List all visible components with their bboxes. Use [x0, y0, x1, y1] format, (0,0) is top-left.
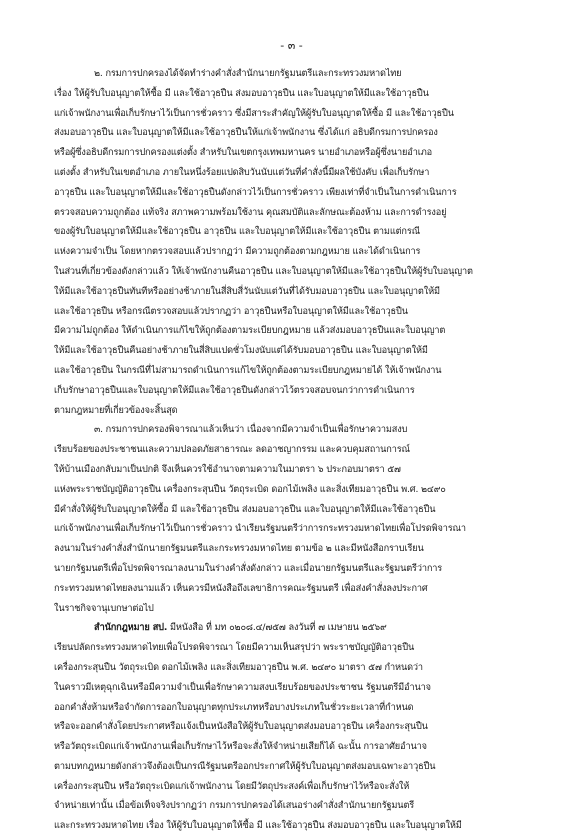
- text-line: ตามบทกฎหมายดังกล่าวจึงต้องเป็นกรณีรัฐมนตรีออกประกาศให้ผู้รับใบอนุญาตส่งมอบเฉพาะอาวุธปืน: [54, 760, 436, 772]
- text-line: และใช้อาวุธปืน ในกรณีที่ไม่สามารถดำเนินการแก้ไขให้ถูกต้องตามระเบียบกฎหมายได้ ให้เจ้าพนักงาน: [54, 364, 442, 376]
- paragraph-3: [54, 420, 549, 618]
- text-line: ตามกฎหมายที่เกี่ยวข้องจะสิ้นสุด: [54, 404, 178, 416]
- text-line: ให้มีและใช้อาวุธปืนคืนอย่างช้าภายในสี่สิบแปดชั่วโมงนับแต่ได้รับมอบอาวุธปืน และใบอนุญาตให้มี: [54, 345, 428, 357]
- text-line: ให้บ้านเมืองกลับมาเป็นปกติ จึงเห็นควรใช้อำนาจตามความในมาตรา ๖ ประกอบมาตรา ๕๗: [54, 463, 401, 475]
- document-body: [54, 64, 549, 836]
- text-line: ของผู้รับใบอนุญาตให้มีและใช้อาวุธปืน อาวุธปืน และใบอนุญาตให้มีและใช้อาวุธปืน ตามแต่กรณี: [54, 226, 420, 238]
- text-line: หรือวัตถุระเบิดแก่เจ้าพนักงานเพื่อเก็บรักษาไว้หรือจะสั่งให้จำหน่ายเสียก็ได้ ฉะนั้น การอาศัยอำนาจ: [54, 741, 427, 753]
- text-line: แห่งพระราชบัญญัติอาวุธปืน เครื่องกระสุนปืน วัตถุระเบิด ดอกไม้เพลิง และสิ่งเทียมอาวุธปืน พ.ศ. ๒๔๙๐: [54, 483, 446, 495]
- text-line: หรือจะออกคำสั่งโดยประกาศหรือแจ้งเป็นหนังสือให้ผู้รับใบอนุญาตส่งมอบอาวุธปืน เครื่องกระสุนปืน: [54, 721, 428, 733]
- text-line: ในคราวมีเหตุฉุกเฉินหรือมีความจำเป็นเพื่อรักษาความสงบเรียบร้อยของประชาชน รัฐมนตรีมีอำนาจ: [54, 681, 431, 693]
- text-line: เก็บรักษาอาวุธปืนและใบอนุญาตให้มีและใช้อาวุธปืนดังกล่าวไว้ตรวจสอบจนกว่าการดำเนินการ: [54, 384, 415, 396]
- text-line: ส่งมอบอาวุธปืน และใบอนุญาตให้มีและใช้อาวุธปืนให้แก่เจ้าพนักงาน ซึ่งได้แก่ อธิบดีกรมการปกครอง: [54, 127, 438, 139]
- paragraph-4: [54, 618, 549, 836]
- text-line: และใช้อาวุธปืน หรือกรณีตรวจสอบแล้วปรากฏว่า อาวุธปืนหรือใบอนุญาตให้มีและใช้อาวุธปืน: [54, 305, 408, 317]
- text-line: แห่งความจำเป็น โดยหากตรวจสอบแล้วปรากฏว่า มีความถูกต้องตามกฎหมาย และได้ดำเนินการ: [54, 246, 421, 258]
- text-line: และกระทรวงมหาดไทย เรื่อง ให้ผู้รับใบอนุญาตให้ซื้อ มี และใช้อาวุธปืน ส่งมอบอาวุธปืน และใบอนุญาตให้มี: [54, 820, 462, 832]
- text-line: แก่เจ้าพนักงานเพื่อเก็บรักษาไว้เป็นการชั่วคราว นำเรียนรัฐมนตรีว่าการกระทรวงมหาดไทยเพื่อโปรดพิจารณา: [54, 523, 466, 535]
- text-line: กระทรวงมหาดไทยลงนามแล้ว เห็นควรมีหนังสือถึงเลขาธิการคณะรัฐมนตรี เพื่อส่งคำสั่งลงประกาศ: [54, 582, 428, 594]
- text-line: ๒. กรมการปกครองได้จัดทำร่างคำสั่งสำนักนายกรัฐมนตรีและกระทรวงมหาดไทย: [94, 68, 402, 79]
- text-line: ๓. กรมการปกครองพิจารณาแล้วเห็นว่า เนื่องจากมีความจำเป็นเพื่อรักษาความสงบ: [94, 424, 408, 436]
- text-line: ตรวจสอบความถูกต้อง แท้จริง สภาพความพร้อมใช้งาน คุณสมบัติและลักษณะต้องห้าม และการดำรงอยู่: [54, 206, 447, 218]
- text-line: เรื่อง ให้ผู้รับใบอนุญาตให้ซื้อ มี และใช้อาวุธปืน ส่งมอบอาวุธปืน และใบอนุญาตให้มีและใช้อาวุธปืน: [54, 87, 429, 99]
- paragraph-lead-rest: มีหนังสือ ที่ มท ๐๒๐๘.๔/๗๕๗ ลงวันที่ ๗ เมษายน ๒๕๖๙: [167, 622, 387, 634]
- text-line: อาวุธปืน และใบอนุญาตให้มีและใช้อาวุธปืนดังกล่าวไว้เป็นการชั่วคราว เพียงเท่าที่จำเป็นในการดำเนินการ: [54, 186, 457, 198]
- text-line: ให้มีและใช้อาวุธปืนทันทีหรืออย่างช้าภายในสี่สิบสี่วันนับแต่วันที่ได้รับมอบอาวุธปืน และใบอนุญาตให้มี: [54, 285, 440, 297]
- text-line: ในราชกิจจานุเบกษาต่อไป: [54, 602, 154, 614]
- paragraph-lead-line: [54, 618, 549, 638]
- paragraph-lead-bold: สำนักกฎหมาย สป.: [94, 622, 168, 634]
- text-line: เครื่องกระสุนปืน หรือวัตถุระเบิดแก่เจ้าพนักงาน โดยมีวัตถุประสงค์เพื่อเก็บรักษาไว้หรือจะสั่งให้: [54, 780, 410, 792]
- page-number: - ๓ -: [280, 39, 303, 52]
- text-line: เรียบร้อยของประชาชนและความปลอดภัยสาธารณะ ลดอาชญากรรม และควบคุมสถานการณ์: [54, 444, 410, 456]
- text-line: ลงนามในร่างคำสั่งสำนักนายกรัฐมนตรีและกระทรวงมหาดไทย ตามข้อ ๒ และมีหนังสือกราบเรียน: [54, 543, 424, 555]
- text-line: แต่งตั้ง สำหรับในเขตอำเภอ ภายในหนึ่งร้อยแปดสิบวันนับแต่วันที่คำสั่งนี้มีผลใช้บังคับ เพื่อเก็บรักษา: [54, 166, 430, 178]
- text-line: ในส่วนที่เกี่ยวข้องดังกล่าวแล้ว ให้เจ้าพนักงานคืนอาวุธปืน และใบอนุญาตให้มีและใช้อาวุธปืนให้ผู้รับใบอนุญาต: [54, 265, 473, 277]
- text-line: เรียนปลัดกระทรวงมหาดไทยเพื่อโปรดพิจารณา โดยมีความเห็นสรุปว่า พระราชบัญญัติอาวุธปืน: [54, 642, 415, 654]
- text-line: แก่เจ้าพนักงานเพื่อเก็บรักษาไว้เป็นการชั่วคราว ซึ่งมีสาระสำคัญให้ผู้รับใบอนุญาตให้ซื้อ มี และใช้อาวุธปืน: [54, 107, 454, 119]
- text-line: หรือผู้ซึ่งอธิบดีกรมการปกครองแต่งตั้ง สำหรับในเขตกรุงเทพมหานคร นายอำเภอหรือผู้ซึ่งนายอำเภอ: [54, 147, 433, 159]
- text-line: นายกรัฐมนตรีเพื่อโปรดพิจารณาลงนามในร่างคำสั่งดังกล่าว และเมื่อนายกรัฐมนตรีและรัฐมนตรีว่าการ: [54, 562, 443, 574]
- text-line: ออกคำสั่งห้ามหรือจำกัดการออกใบอนุญาตทุกประเภทหรือบางประเภทในชั่วระยะเวลาที่กำหนด: [54, 701, 414, 713]
- text-line: จำหน่ายเท่านั้น เมื่อข้อเท็จจริงปรากฏว่า กรมการปกครองได้เสนอร่างคำสั่งสำนักนายกรัฐมนตรี: [54, 800, 415, 812]
- text-line: มีความไม่ถูกต้อง ให้ดำเนินการแก้ไขให้ถูกต้องตามระเบียบกฎหมาย แล้วส่งมอบอาวุธปืนและใบอนุญาต: [54, 325, 446, 337]
- text-line: เครื่องกระสุนปืน วัตถุระเบิด ดอกไม้เพลิง และสิ่งเทียมอาวุธปืน พ.ศ. ๒๔๙๐ มาตรา ๕๗ กำหนดว่า: [54, 661, 423, 673]
- text-line: มีคำสั่งให้ผู้รับใบอนุญาตให้ซื้อ มี และใช้อาวุธปืน ส่งมอบอาวุธปืน และใบอนุญาตให้มีและใช้อาวุธปืน: [54, 503, 436, 515]
- paragraph-2: [54, 64, 549, 420]
